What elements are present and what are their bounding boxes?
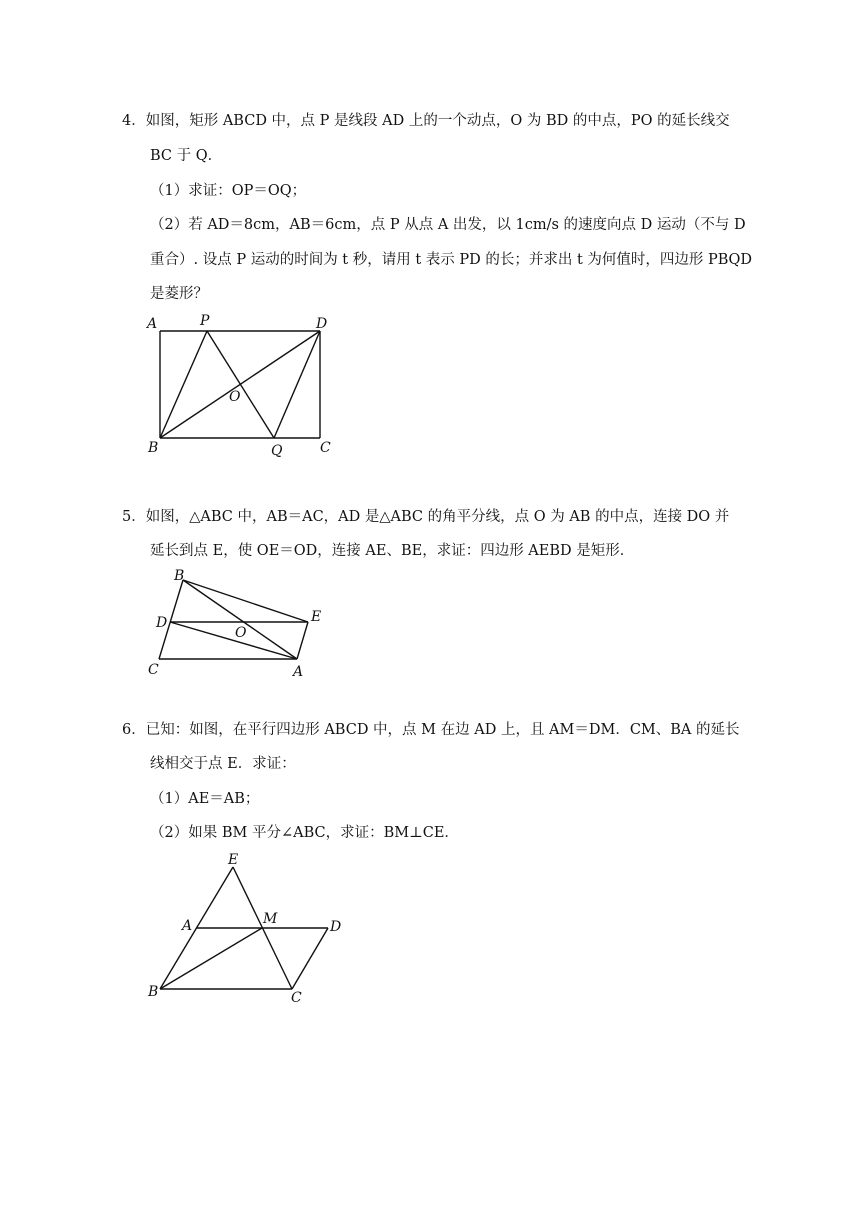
label-M: M [263, 911, 278, 927]
label-E: E [311, 609, 322, 625]
label-B: B [148, 984, 159, 1000]
label-C: C [148, 662, 159, 678]
label-O: O [229, 389, 241, 405]
label-C: C [320, 440, 331, 456]
label-D: D [316, 316, 328, 332]
label-E: E [228, 852, 239, 868]
problem-4-part-2: （2）若 AD＝8cm，AB＝6cm，点 P 从点 A 出发，以 1cm/s 的速度向点 D 运动（不与 D [150, 217, 746, 233]
problem-4-line-5: 重合）. 设点 P 运动的时间为 t 秒，请用 t 表示 PD 的长；并求出 t 为何值时，四边形 PBQD [150, 252, 752, 268]
label-O: O [235, 625, 247, 641]
label-P: P [200, 313, 210, 329]
label-C: C [291, 990, 302, 1006]
problem-4-line-2: BC 于 Q． [150, 148, 223, 164]
problem-4-line-1: 4．如图，矩形 ABCD 中，点 P 是线段 AD 上的一个动点，O 为 BD 的中点，PO 的延长线交 [122, 113, 730, 129]
label-D: D [156, 615, 168, 631]
problem-4-line-6: 是菱形？ [150, 286, 208, 302]
problem-6-line-1: 6．已知：如图，在平行四边形 ABCD 中，点 M 在边 AD 上，且 AM＝DM．CM、BA 的延长 [122, 722, 740, 738]
problem-4-part-1: （1）求证：OP＝OQ； [150, 183, 307, 199]
label-A: A [182, 918, 193, 934]
label-Q: Q [271, 443, 283, 459]
label-B: B [148, 440, 159, 456]
label-D: D [330, 919, 342, 935]
problem-6-part-2: （2）如果 BM 平分∠ABC，求证：BM⊥CE． [150, 825, 459, 841]
problem-5-line-2: 延长到点 E，使 OE＝OD，连接 AE、BE，求证：四边形 AEBD 是矩形． [150, 543, 635, 559]
label-A: A [293, 664, 304, 680]
problem-5-line-1: 5．如图，△ABC 中，AB＝AC，AD 是△ABC 的角平分线，点 O 为 AB 的中点，连接 DO 并 [122, 509, 730, 525]
label-A: A [147, 316, 158, 332]
label-B: B [174, 568, 185, 584]
problem-6-line-2: 线相交于点 E．求证： [150, 756, 296, 772]
problem-6-part-1: （1）AE＝AB； [150, 791, 260, 807]
